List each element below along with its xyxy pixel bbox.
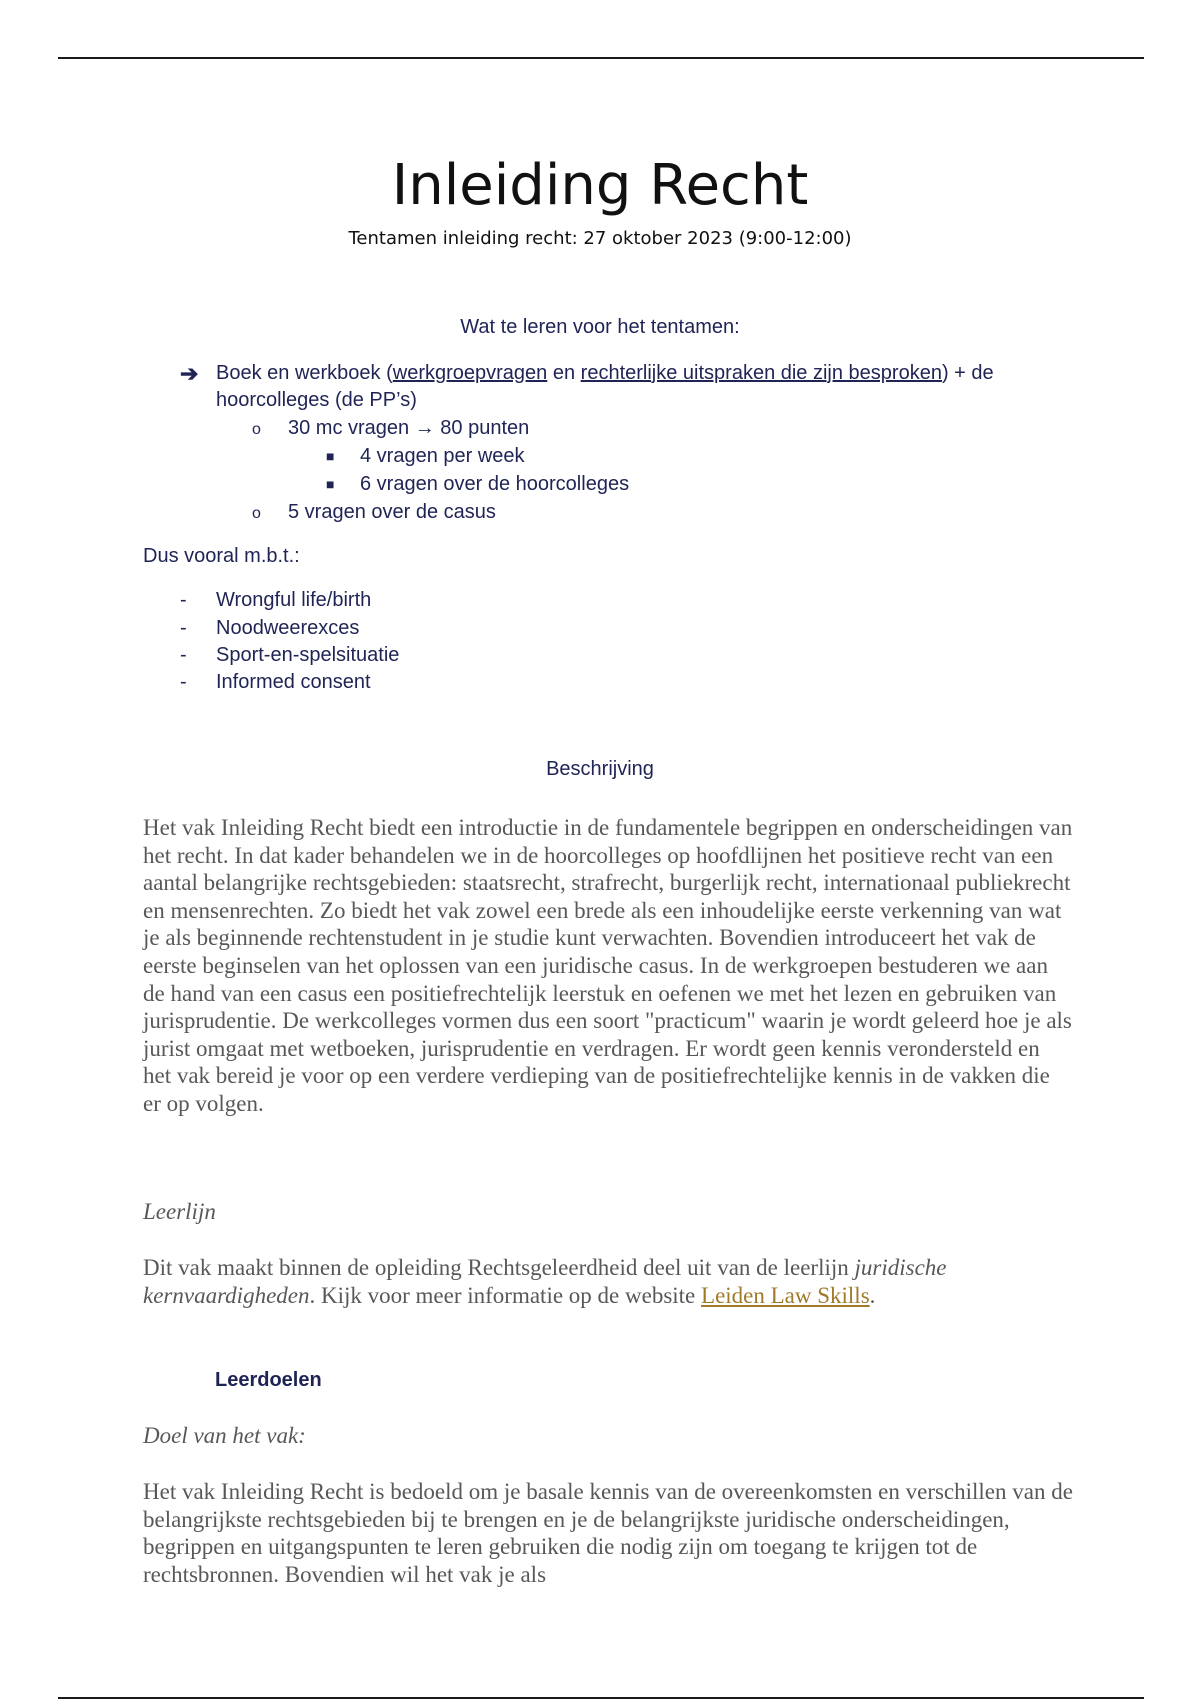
square-bullet-icon: ■ [326,476,335,492]
arrow-item-text: Boek en werkboek (werkgroepvragen en rechterlijke uitspraken die zijn besproken) + de hoorcolleges (de PP’s) [216,362,994,411]
uitspraken-link[interactable]: rechterlijke uitspraken die zijn besproken [580,362,942,384]
top-rule [58,57,1144,59]
square-bullet-icon: ■ [326,448,335,464]
description-paragraph: Het vak Inleiding Recht biedt een introductie in de fundamentele begrippen en onderscheidingen van het recht. In dat kader behandelen we in de hoorcolleges op hoofdlijnen het positieve recht van een aantal belangrijke rechtsgebieden: staatsrecht, strafrecht, burgerlijk recht, internationaal publiekrecht en mensenrechten. Zo biedt het vak zowel een brede als een inhoudelijke eerste verkenning van wat je als beginnende rechtenstudent in je studie kunt verwachten. Bovendien introduceert het vak de eerste beginselen van het oplossen van een juridische casus. In de werkgroepen bestuderen we aan de hand van een casus een positiefrechtelijk leerstuk en oefenen we met het lezen en gebruiken van jurisprudentie. De werkcolleges vormen dus een soort "practicum" waarin je wordt geleerd hoe je als jurist omgaat met wetboeken, jurisprudentie en verdragen. Er wordt geen kennis verondersteld en het vak bereid je voor op een verdere verdieping van de positiefrechtelijke kennis in de vakken die er op volgen. [143,815,1073,1116]
dash-bullet-icon: - [180,617,187,639]
dash-bullet-icon: - [180,671,187,693]
document-title: Inleiding Recht [391,153,809,218]
dash-bullet-icon: - [180,589,187,611]
leerlijn-paragraph: Dit vak maakt binnen de opleiding Rechtsgeleerdheid deel uit van de leerlijn juridische kernvaardigheden. Kijk voor meer informatie op de website Leiden Law Skills. [143,1255,947,1308]
study-heading: Wat te leren voor het tentamen: [460,316,740,338]
werkgroepvragen-link[interactable]: werkgroepvragen [392,362,548,384]
hollow-circle-bullet-icon: o [252,421,261,438]
hollow-circle-bullet-icon: o [252,505,261,522]
exam-date-subtitle: Tentamen inleiding recht: 27 oktober 2023 (9:00-12:00) [348,228,852,249]
focus-label: Dus vooral m.b.t.: [143,545,300,567]
right-arrow-icon: ➔ [180,361,199,386]
doel-paragraph: Het vak Inleiding Recht is bedoeld om je basale kennis van de overeenkomsten en verschillen van de belangrijkste rechtsgebieden bij te brengen en je de belangrijkste juridische onderscheidingen, begrippen en uitgangspunten te leren gebruiken die nodig zijn om toegang te krijgen tot de rechtsbronnen. Bovendien wil het vak je als [143,1479,1073,1587]
leiden-law-skills-link[interactable]: Leiden Law Skills [701,1282,870,1308]
dash-bullet-icon: - [180,644,187,666]
bottom-rule [58,1697,1144,1699]
leerlijn-heading: Leerlijn [143,1199,216,1224]
doel-heading: Doel van het vak: [143,1423,306,1448]
study-arrow-item [180,360,1060,414]
leerdoelen-heading: Leerdoelen [215,1369,322,1391]
description-heading: Beschrijving [546,758,654,780]
